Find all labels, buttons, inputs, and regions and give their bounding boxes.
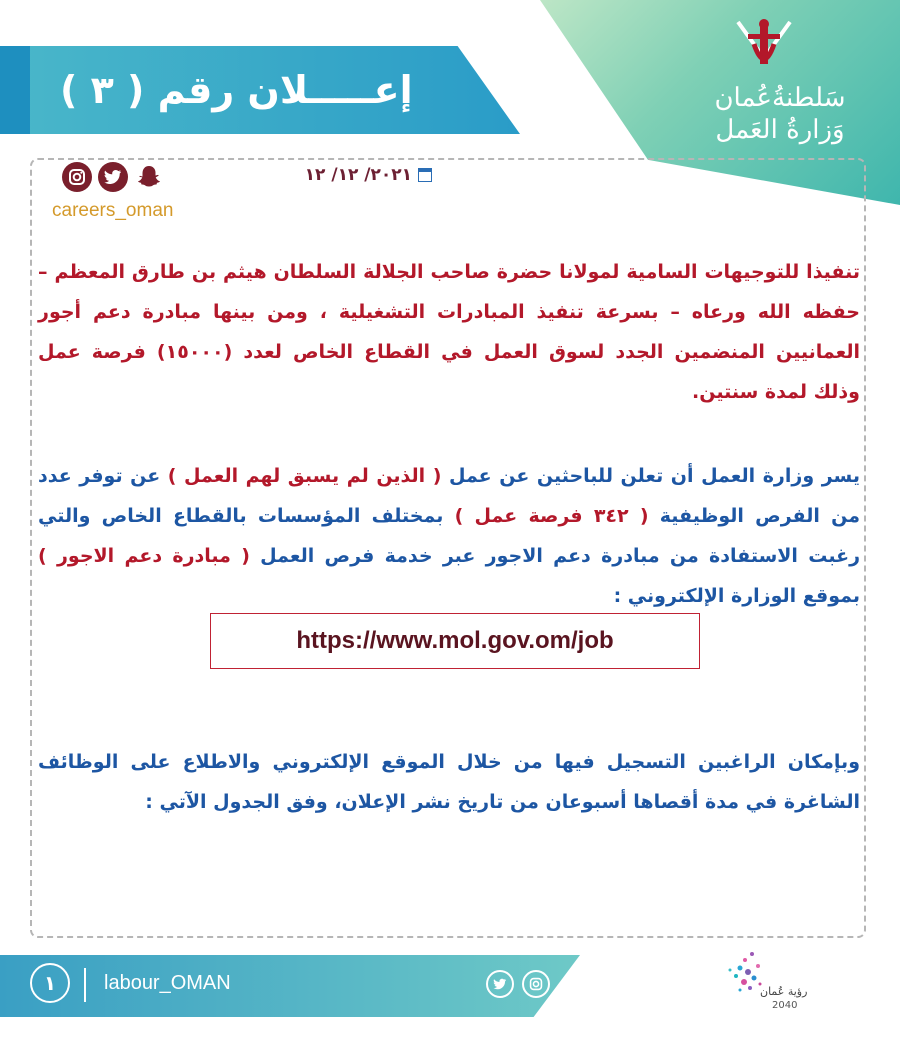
vision-year: 2040 (772, 1000, 798, 1011)
ministry-logo-text (680, 82, 880, 146)
announcement-title: إعـــــلان رقم ( ٣ ) (60, 68, 413, 112)
social-icons-top (62, 162, 164, 192)
instagram-icon[interactable] (62, 162, 92, 192)
registration-paragraph: وبإمكان الراغبين التسجيل فيها من خلال الموقع الإلكتروني والاطلاع على الوظائف الشاغرة في مدة أقصاها أسبوعان من تاريخ نشر الإعلان، وفق الجدول الآتي : (38, 751, 860, 813)
instagram-icon[interactable] (522, 970, 550, 998)
twitter-icon[interactable] (98, 162, 128, 192)
title-accent (0, 46, 30, 134)
ministry-line2: وَزارةُ العَمل (715, 115, 845, 145)
twitter-icon[interactable] (486, 970, 514, 998)
paragraph2-highlight1: ( الذين لم يسبق لهم العمل ) (167, 465, 442, 487)
job-portal-link[interactable]: https://www.mol.gov.om/job (210, 613, 700, 669)
intro-paragraph: تنفيذا للتوجيهات السامية لمولانا حضرة صاحب الجلالة السلطان هيثم بن طارق المعظم – حفظه الله ورعاه – بسرعة تنفيذ المبادرات التشغيلية ، ومن بينها مبادرة دعم أجور العمانيين المنضمين الجدد لسوق العمل في القطاع الخاص لعدد (١٥٠٠٠) فرصة عمل وذلك لمدة سنتين. (38, 261, 860, 403)
oman-emblem-icon (728, 14, 800, 80)
announcement-paragraph (38, 456, 860, 616)
page-number: ١ (30, 963, 70, 1003)
paragraph2-highlight3: ( مبادرة دعم الاجور ) (38, 545, 250, 567)
calendar-icon (418, 168, 432, 182)
oman-vision-logo-icon (700, 930, 830, 1020)
date-text: ٢٠٢١/ ١٢/ ١٢ (304, 165, 412, 185)
footer-divider (84, 968, 86, 1002)
labour-handle: labour_OMAN (104, 972, 231, 994)
careers-handle: careers_oman (52, 200, 174, 221)
social-icons-footer (486, 970, 550, 998)
announcement-date (262, 164, 432, 186)
ministry-line1: سَلطنةُعُمان (714, 83, 846, 113)
paragraph2-part2: عن توفر عدد من الفرص الوظيفية (38, 465, 860, 527)
paragraph2-part1: يسر وزارة العمل أن تعلن للباحثين عن عمل (441, 465, 860, 487)
snapchat-icon[interactable] (134, 162, 164, 192)
paragraph2-part4: بموقع الوزارة الإلكتروني : (613, 585, 860, 607)
paragraph2-highlight2: ( ٣٤٢ فرصة عمل ) (454, 505, 649, 527)
vision-label: رؤية عُمان (760, 985, 808, 998)
paragraph2-part3: بمختلف المؤسسات بالقطاع الخاص والتي رغبت الاستفادة من مبادرة دعم الاجور عبر خدمة فرص العمل (38, 505, 861, 567)
